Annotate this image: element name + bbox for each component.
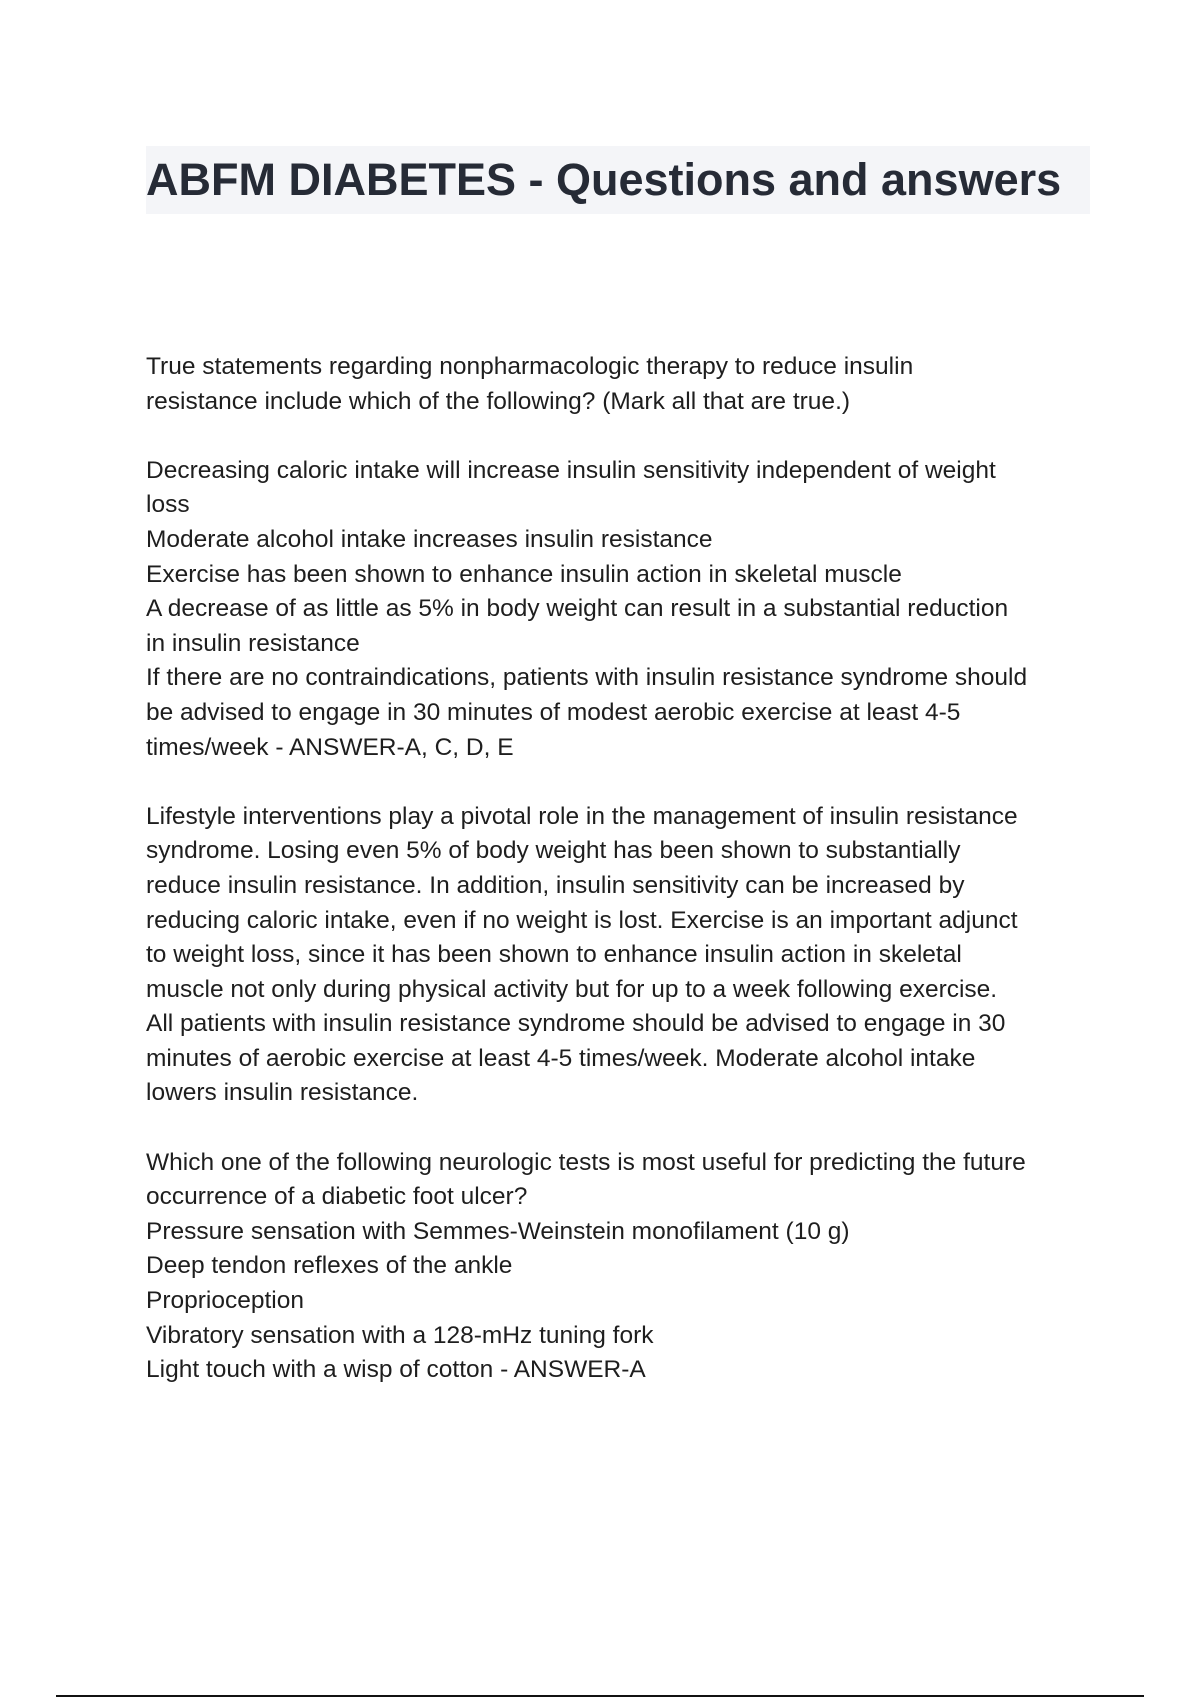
question-2-option-line: Vibratory sensation with a 128-mHz tuning fork xyxy=(146,1321,654,1349)
explanation-line: All patients with insulin resistance syndrome should be advised to engage in 30 xyxy=(146,1010,1006,1038)
question-1-option-line: loss xyxy=(146,491,190,519)
document-body xyxy=(146,350,1096,1422)
explanation-line: Lifestyle interventions play a pivotal role in the management of insulin resistance xyxy=(146,802,1018,830)
question-1-prompt-line: resistance include which of the following? (Mark all that are true.) xyxy=(146,387,851,415)
question-2-option-line: Proprioception xyxy=(146,1287,304,1315)
question-1-answer-line: times/week - ANSWER-A, C, D, E xyxy=(146,733,514,761)
explanation-line: syndrome. Losing even 5% of body weight has been shown to substantially xyxy=(146,837,961,865)
footer-divider xyxy=(56,1695,1144,1697)
explanation-line: minutes of aerobic exercise at least 4-5 times/week. Moderate alcohol intake xyxy=(146,1044,976,1072)
question-2-block xyxy=(146,1146,1096,1388)
question-2-answer-line: Light touch with a wisp of cotton - ANSWER-A xyxy=(146,1356,646,1384)
question-1-options xyxy=(146,454,1096,765)
explanation-line: muscle not only during physical activity but for up to a week following exercise. xyxy=(146,975,998,1003)
page-title: ABFM DIABETES - Questions and answers xyxy=(146,154,1062,205)
explanation-line: to weight loss, since it has been shown to enhance insulin action in skeletal xyxy=(146,941,962,969)
question-1-option-line: Decreasing caloric intake will increase insulin sensitivity independent of weight xyxy=(146,456,996,484)
question-1-explanation xyxy=(146,800,1096,1111)
question-2-prompt-line: Which one of the following neurologic tests is most useful for predicting the future xyxy=(146,1148,1026,1176)
question-2-option-line: Pressure sensation with Semmes-Weinstein monofilament (10 g) xyxy=(146,1217,850,1245)
question-1-option-line: Moderate alcohol intake increases insulin resistance xyxy=(146,525,713,553)
question-1-option-line: If there are no contraindications, patients with insulin resistance syndrome should xyxy=(146,664,1028,692)
question-1-option-line: in insulin resistance xyxy=(146,629,360,657)
explanation-line: reducing caloric intake, even if no weight is lost. Exercise is an important adjunct xyxy=(146,906,1018,934)
question-1-option-line: Exercise has been shown to enhance insulin action in skeletal muscle xyxy=(146,560,902,588)
question-2-prompt-line: occurrence of a diabetic foot ulcer? xyxy=(146,1183,528,1211)
question-1-block xyxy=(146,350,1096,419)
explanation-line: reduce insulin resistance. In addition, insulin sensitivity can be increased by xyxy=(146,871,965,899)
explanation-line: lowers insulin resistance. xyxy=(146,1079,419,1107)
question-1-prompt-line: True statements regarding nonpharmacologic therapy to reduce insulin xyxy=(146,353,914,380)
question-1-option-line: be advised to engage in 30 minutes of modest aerobic exercise at least 4-5 xyxy=(146,698,961,726)
question-1-option-line: A decrease of as little as 5% in body weight can result in a substantial reduction xyxy=(146,595,1009,623)
question-2-option-line: Deep tendon reflexes of the ankle xyxy=(146,1252,513,1280)
